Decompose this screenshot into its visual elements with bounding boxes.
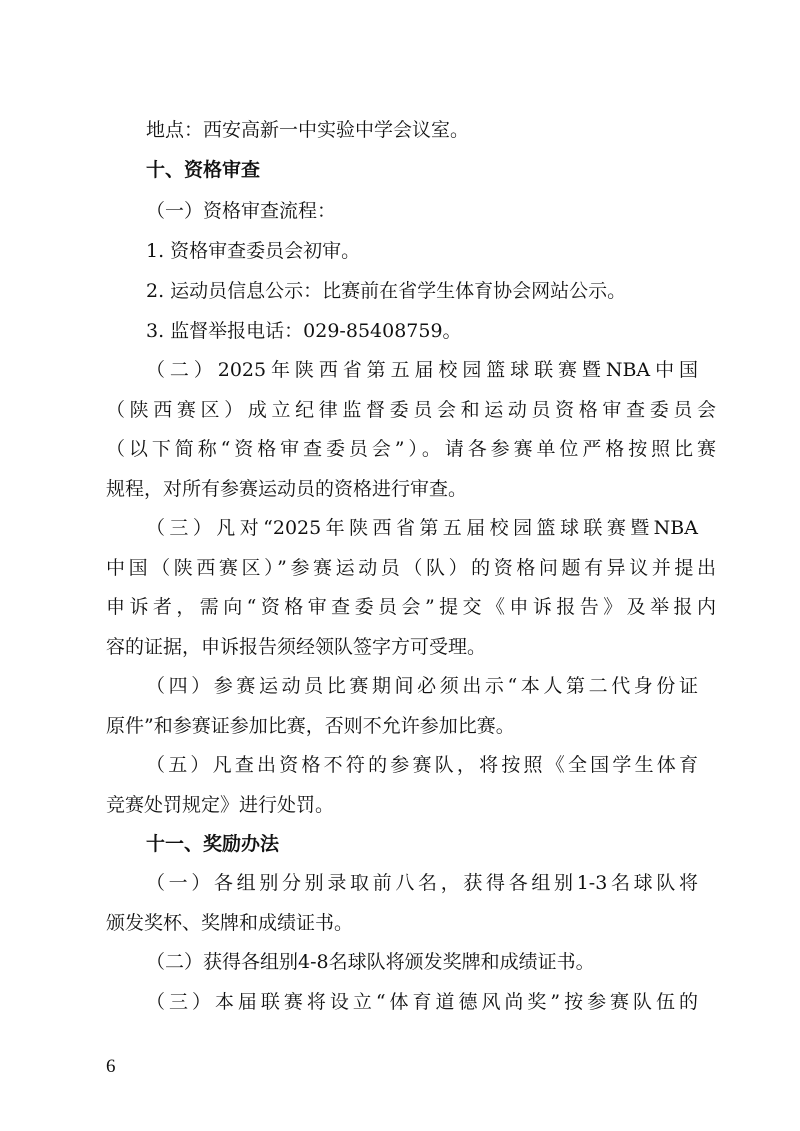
list-item-info-publicity: 2. 运动员信息公示：比赛前在省学生体育协会网站公示。 — [146, 280, 627, 302]
paragraph-2-line-3: （以下简称“资格审查委员会”）。请各参赛单位严格按照比赛 — [106, 438, 716, 460]
section-heading-qualification-review: 十、资格审查 — [146, 159, 261, 181]
paragraph-2-line-1: （二）2025年陕西省第五届校园篮球联赛暨NBA中国 — [146, 359, 698, 381]
paragraph-4-line-2: 原件”和参赛证参加比赛，否则不允许参加比赛。 — [106, 715, 515, 737]
section-heading-rewards: 十一、奖励办法 — [146, 833, 280, 855]
reward-1-line-1: （一）各组别分别录取前八名，获得各组别1-3名球队将 — [146, 872, 698, 894]
paragraph-2-line-2: （陕西赛区）成立纪律监督委员会和运动员资格审查委员会 — [106, 399, 716, 421]
list-item-initial-review: 1. 资格审查委员会初审。 — [146, 240, 361, 262]
reward-2-line: （二）获得各组别4-8名球队将颁发奖牌和成绩证书。 — [146, 951, 595, 973]
paragraph-2-line-4: 规程，对所有参赛运动员的资格进行审查。 — [106, 478, 468, 500]
reward-1-line-2: 颁发奖杯、奖牌和成绩证书。 — [106, 912, 354, 934]
paragraph-4-line-1: （四）参赛运动员比赛期间必须出示“本人第二代身份证 — [146, 675, 698, 697]
paragraph-3-line-1: （三）凡对“2025年陕西省第五届校园篮球联赛暨NBA — [146, 517, 698, 539]
paragraph-3-line-2: 中国（陕西赛区）”参赛运动员（队）的资格问题有异议并提出 — [106, 557, 716, 579]
page-number: 6 — [106, 1056, 116, 1077]
paragraph-5-line-2: 竞赛处罚规定》进行处罚。 — [106, 794, 335, 816]
paragraph-5-line-1: （五）凡查出资格不符的参赛队，将按照《全国学生体育 — [146, 754, 698, 776]
venue-line: 地点：西安高新一中实验中学会议室。 — [146, 119, 470, 141]
paragraph-3-line-4: 容的证据，申诉报告须经领队签字方可受理。 — [106, 636, 487, 658]
reward-3-line-1: （三）本届联赛将设立“体育道德风尚奖”按参赛队伍的 — [146, 991, 698, 1013]
list-item-report-phone: 3. 监督举报电话：029-85408759。 — [146, 320, 462, 342]
paragraph-3-line-3: 申诉者，需向“资格审查委员会”提交《申诉报告》及举报内 — [106, 596, 716, 618]
subsection-review-process: （一）资格审查流程： — [146, 200, 337, 222]
